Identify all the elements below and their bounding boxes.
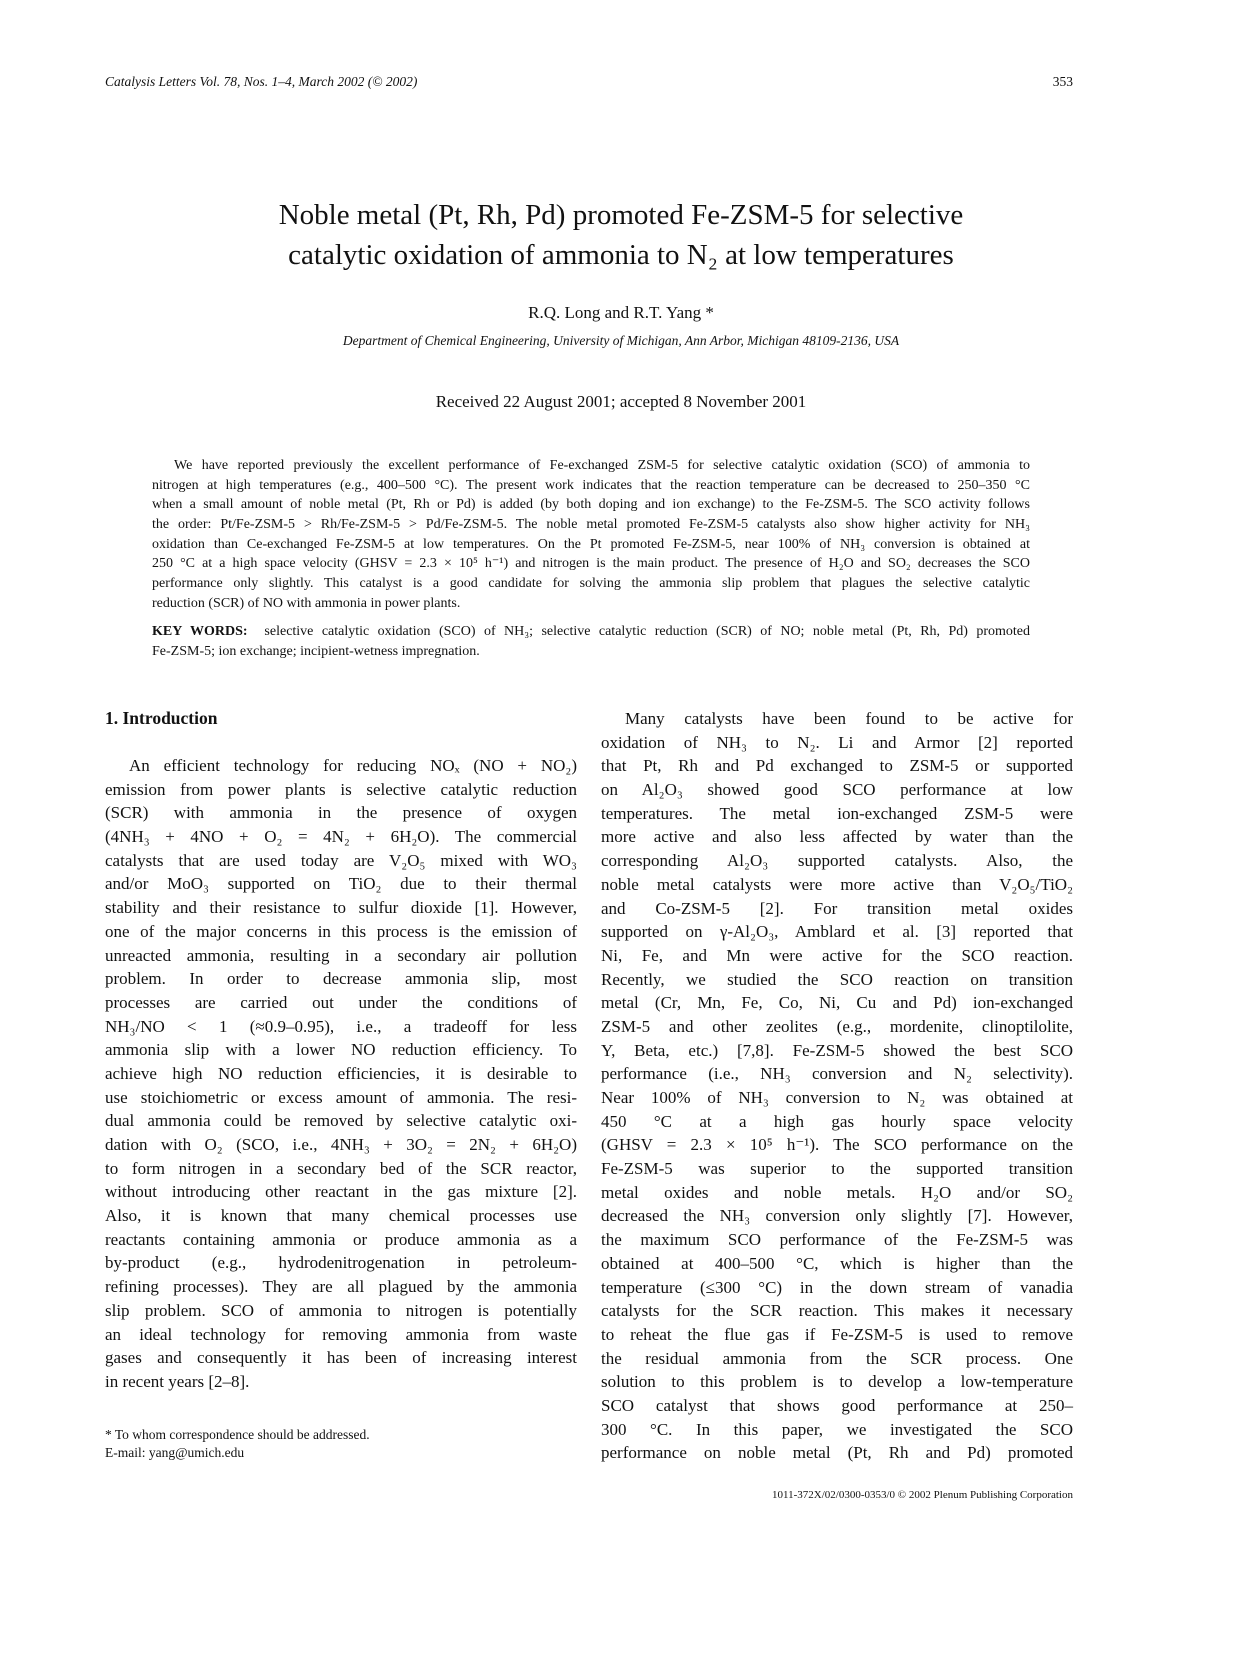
text-line: catalysts for the SCR reaction. This makes it necessary [601,1301,1073,1321]
text-line: more active and also less affected by water than the [601,827,1073,847]
running-header: Catalysis Letters Vol. 78, Nos. 1–4, March 2002 (© 2002) [105,74,418,89]
abstract-line: oxidation than Ce-exchanged Fe-ZSM-5 at low temperatures. On the Pt promoted Fe-ZSM-5, near 100% of NH₃ conversion is obtained at [152,536,1030,552]
abstract [152,456,1030,614]
text-line: in recent years [2–8]. [105,1371,250,1391]
paper-title [0,195,1242,275]
text-line: catalysts that are used today are V₂O₅ mixed with WO₃ [105,850,577,870]
keywords-label: KEY WORDS: [152,624,248,639]
footnote [105,1426,370,1461]
text-line: An efficient technology for reducing NOₓ (NO + NO₂) [129,756,577,775]
text-line: dation with O₂ (SCO, i.e., 4NH₃ + 3O₂ = 2N₂ + 6H₂O) [105,1135,577,1154]
section-heading: 1. Introduction [105,708,218,728]
text-line: to form nitrogen in a secondary bed of the SCR reactor, [105,1158,577,1178]
text-line: to reheat the flue gas if Fe-ZSM-5 is used to remove [601,1324,1073,1344]
text-line: on Al₂O₃ showed good SCO performance at low [601,780,1073,800]
abstract-line: the order: Pt/Fe-ZSM-5 > Rh/Fe-ZSM-5 > Pd/Fe-ZSM-5. The noble metal promoted Fe-ZSM-5 catalysts also show higher activity for NH₃ [152,517,1030,533]
text-line: temperature (≤300 °C) in the down stream of vanadia [601,1277,1073,1297]
footnote-text: * To whom correspondence should be addressed. [105,1427,370,1442]
text-line: Also, it is known that many chemical processes use [105,1206,577,1226]
abstract-line: reduction (SCR) of NO with ammonia in power plants. [152,595,461,611]
keywords [152,622,1030,661]
text-line: ammonia slip with a lower NO reduction efficiency. To [105,1040,577,1060]
text-line: obtained at 400–500 °C, which is higher than the [601,1253,1073,1273]
text-line: 300 °C. In this paper, we investigated the SCO [601,1419,1073,1439]
text-line: the residual ammonia from the SCR process. One [601,1348,1073,1368]
affiliation: Department of Chemical Engineering, University of Michigan, Ann Arbor, Michigan 48109-2136, USA [342,333,900,348]
text-line: an ideal technology for removing ammonia from waste [105,1324,577,1344]
text-line: dual ammonia could be removed by selective catalytic oxi- [105,1111,577,1131]
text-line: noble metal catalysts were more active than V₂O₅/TiO₂ [601,874,1073,894]
text-line: SCO catalyst that shows good performance at 250– [601,1395,1073,1415]
text-line: oxidation of NH₃ to N₂. Li and Armor [2] reported [601,732,1073,752]
keywords-text: selective catalytic oxidation (SCO) of NH₃; selective catalytic reduction (SCR) of NO; noble metal (Pt, Rh, Pd) promoted [264,624,1031,639]
text-line: Many catalysts have been found to be active for [625,709,1073,728]
keywords-text: Fe-ZSM-5; ion exchange; incipient-wetness impregnation. [152,643,480,659]
text-line: emission from power plants is selective catalytic reduction [105,779,577,799]
text-line: use stoichiometric or excess amount of ammonia. The resi- [105,1087,577,1107]
abstract-line: nitrogen at high temperatures (e.g., 400–500 °C). The present work indicates that the reaction temperature can be decreased to 250–350 °C [152,477,1030,493]
title-line: catalytic oxidation of ammonia to N₂ at low temperatures [288,239,954,271]
text-line: achieve high NO reduction efficiencies, it is desirable to [105,1063,577,1083]
text-line: and/or MoO₃ supported on TiO₂ due to their thermal [105,874,577,894]
abstract-line: 250 °C at a high space velocity (GHSV = 2.3 × 10⁵ h⁻¹) and nitrogen is the main product. The presence of H₂O and SO₂ decreases the SCO [152,556,1030,572]
text-line: metal (Cr, Mn, Fe, Co, Ni, Cu and Pd) ion-exchanged [601,993,1073,1013]
text-line: Ni, Fe, and Mn were active for the SCO reaction. [601,945,1073,965]
title-line: Noble metal (Pt, Rh, Pd) promoted Fe-ZSM-5 for selective [278,199,964,231]
text-line: 450 °C at a high gas hourly space velocity [601,1111,1073,1131]
authors: R.Q. Long and R.T. Yang * [528,303,714,322]
text-line: Near 100% of NH₃ conversion to N₂ was obtained at [601,1088,1073,1107]
text-line: that Pt, Rh and Pd exchanged to ZSM-5 or supported [601,756,1073,776]
text-line: slip problem. SCO of ammonia to nitrogen is potentially [105,1300,577,1320]
page-number: 353 [1052,74,1073,89]
text-line: NH₃/NO < 1 (≈0.9–0.95), i.e., a tradeoff for less [105,1016,577,1036]
text-line: metal oxides and noble metals. H₂O and/or SO₂ [601,1182,1073,1202]
text-line: corresponding Al₂O₃ supported catalysts. Also, the [601,851,1073,871]
text-line: decreased the NH₃ conversion only slightly [7]. However, [601,1206,1073,1226]
text-line: temperatures. The metal ion-exchanged ZSM-5 were [601,803,1073,823]
footnote-email: E-mail: yang@umich.edu [105,1444,245,1460]
text-line: by-product (e.g., hydrodenitrogenation in petroleum- [105,1253,577,1273]
text-line: one of the major concerns in this process is the emission of [105,921,577,941]
left-column [105,754,577,1394]
text-line: stability and their resistance to sulfur dioxide [1]. However, [105,898,577,918]
text-line: (GHSV = 2.3 × 10⁵ h⁻¹). The SCO performance on the [601,1135,1073,1155]
text-line: solution to this problem is to develop a low-temperature [601,1372,1073,1392]
text-line: gases and consequently it has been of increasing interest [105,1348,577,1368]
text-line: (SCR) with ammonia in the presence of oxygen [105,803,577,823]
text-line: performance on noble metal (Pt, Rh and Pd) promoted [601,1443,1073,1463]
text-line: refining processes). They are all plagued by the ammonia [105,1277,577,1297]
text-line: (4NH₃ + 4NO + O₂ = 4N₂ + 6H₂O). The commercial [105,827,577,847]
text-line: processes are carried out under the conditions of [105,992,577,1012]
abstract-line: when a small amount of noble metal (Pt, Rh or Pd) is added (by both doping and ion exchange) to the Fe-ZSM-5. The SCO activity follows [152,497,1030,513]
right-column [601,707,1073,1465]
text-line: problem. In order to decrease ammonia slip, most [105,969,577,989]
text-line: Fe-ZSM-5 was superior to the supported transition [601,1159,1073,1179]
text-line: without introducing other reactant in the gas mixture [2]. [105,1182,577,1202]
text-line: reactants containing ammonia or produce ammonia as a [105,1229,577,1249]
text-line: Recently, we studied the SCO reaction on transition [601,969,1073,989]
abstract-line: performance only slightly. This catalyst is a good candidate for solving the ammonia slip problem that plagues the selective catalytic [152,576,1030,592]
text-line: unreacted ammonia, resulting in a secondary air pollution [105,945,577,965]
copyright-footer: 1011-372X/02/0300-0353/0 © 2002 Plenum Publishing Corporation [772,1489,1073,1501]
text-line: the maximum SCO performance of the Fe-ZSM-5 was [601,1230,1073,1250]
text-line: Y, Beta, etc.) [7,8]. Fe-ZSM-5 showed the best SCO [601,1040,1073,1060]
received-dates: Received 22 August 2001; accepted 8 November 2001 [435,392,807,411]
text-line: ZSM-5 and other zeolites (e.g., mordenite, clinoptilolite, [601,1016,1073,1036]
abstract-line: We have reported previously the excellent performance of Fe-exchanged ZSM-5 for selective catalytic oxidation (SCO) of ammonia to [174,458,1030,473]
text-line: and Co-ZSM-5 [2]. For transition metal oxides [601,898,1073,918]
text-line: supported on γ-Al₂O₃, Amblard et al. [3] reported that [601,922,1073,942]
text-line: performance (i.e., NH₃ conversion and N₂ selectivity). [601,1064,1073,1084]
